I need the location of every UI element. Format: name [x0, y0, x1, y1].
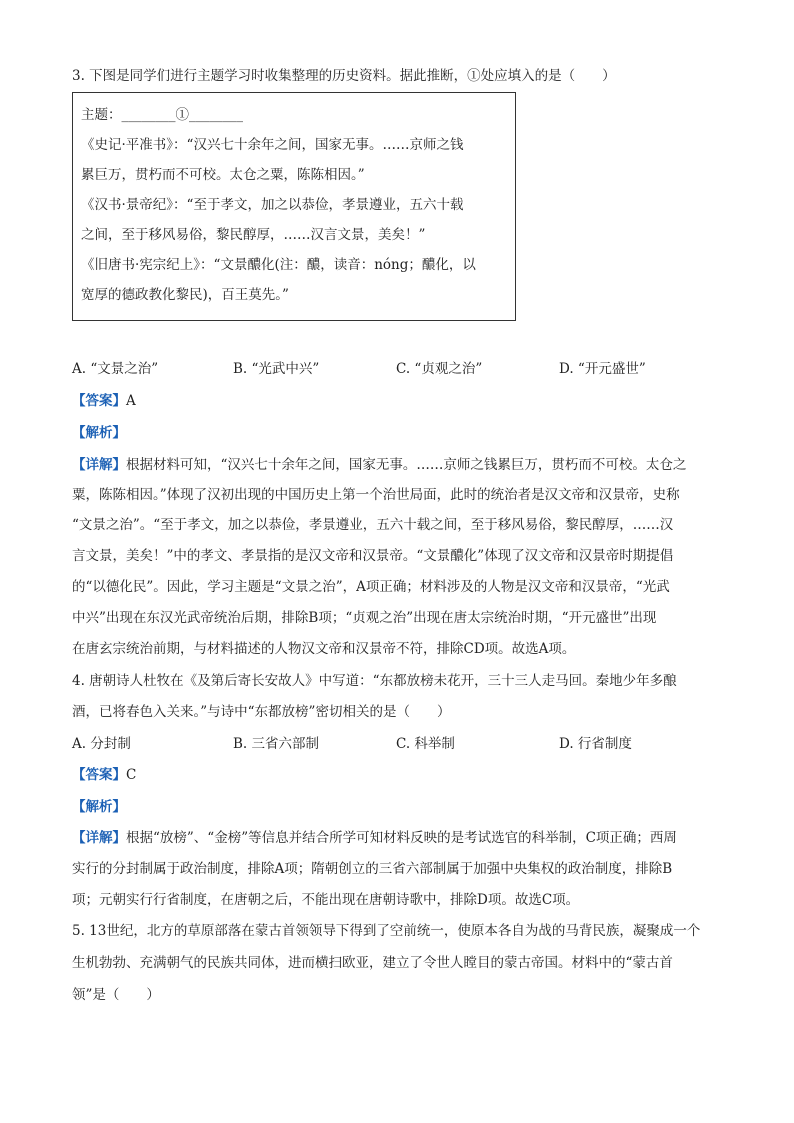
- q3-box-line: 《旧唐书·宪宗纪上》：“文景醲化(注：醲，读音：nóng；醲化，以: [81, 257, 476, 273]
- q3-stem: 3. 下图是同学们进行主题学习时收集整理的历史资料。据此推断，①处应填入的是（ ）: [72, 68, 616, 84]
- q3-box-line: 主题：________①________: [81, 107, 243, 123]
- q4-stem-line: 4. 唐朝诗人杜牧在《及第后寄长安故人》中写道：“东都放榜未花开，三十三人走马回。秦地少年多酿: [72, 673, 677, 689]
- q4-detail-line: 项；元朝实行行省制度，在唐朝之后，不能出现在唐朝诗歌中，排除D项。故选C项。: [72, 892, 580, 908]
- q5-stem-line: 5. 13世纪，北方的草原部落在蒙古首领领导下得到了空前统一，使原本各自为战的马背民族，凝聚成一个: [72, 923, 701, 939]
- answer-value: A: [126, 393, 136, 409]
- detail-tag: 【详解】: [72, 830, 126, 846]
- q3-box-line: 之间，至于移风易俗，黎民醇厚，……汉言文景，美矣！”: [81, 227, 426, 243]
- q3-option-b: B. “光武中兴”: [233, 361, 320, 377]
- q4-detail-line: 【详解】根据“放榜”、“金榜”等信息并结合所学可知材料反映的是考试选官的科举制，C项正确；西周: [72, 830, 677, 846]
- detail-tag: 【详解】: [72, 457, 126, 473]
- q3-box-line: 累巨万，贯朽而不可校。太仓之粟，陈陈相因。”: [81, 167, 365, 183]
- q3-material-box: [72, 92, 516, 321]
- q3-box-line: 《汉书·景帝纪》：“至于孝文，加之以恭俭，孝景遵业，五六十载: [81, 197, 464, 213]
- q3-detail-line: 言文景，美矣！”中的孝文、孝景指的是汉文帝和汉景帝。“文景醲化”体现了汉文帝和汉景帝时期提倡: [72, 548, 674, 564]
- q4-stem-line: 酒，已将春色入关来。”与诗中“东都放榜”密切相关的是（ ）: [72, 704, 451, 720]
- q4-option-a: A. 分封制: [72, 736, 131, 752]
- q3-box-line: 宽厚的德政教化黎民)，百王莫先。”: [81, 287, 289, 303]
- q3-option-d: D. “开元盛世”: [559, 361, 646, 377]
- q4-option-b: B. 三省六部制: [233, 736, 320, 752]
- q5-stem-line: 领”是（ ）: [72, 987, 160, 1003]
- q3-detail-line: “文景之治”。“至于孝文，加之以恭俭，孝景遵业，五六十载之间，至于移风易俗，黎民醇厚，……汉: [72, 517, 674, 533]
- q3-analysis-tag: 【解析】: [72, 425, 126, 441]
- answer-value: C: [126, 767, 137, 783]
- q4-option-c: C. 科举制: [396, 736, 455, 752]
- q3-detail-line: 的“以德化民”。因此，学习主题是“文景之治”，A项正确；材料涉及的人物是汉文帝和汉景帝，“光武: [72, 579, 670, 595]
- q3-detail-line: 粟，陈陈相因。”体现了汉初出现的中国历史上第一个治世局面，此时的统治者是汉文帝和汉景帝，史称: [72, 487, 680, 503]
- q4-detail-line: 实行的分封制属于政治制度，排除A项；隋朝创立的三省六部制属于加强中央集权的政治制度，排除B: [72, 861, 673, 877]
- q3-detail-line: 在唐玄宗统治前期，与材料描述的人物汉文帝和汉景帝不符，排除CD项。故选A项。: [72, 641, 576, 657]
- answer-tag: 【答案】: [72, 393, 126, 409]
- q3-detail-line: 中兴”出现在东汉光武帝统治后期，排除B项；“贞观之治”出现在唐太宗统治时期，“开元盛世”出现: [72, 610, 657, 626]
- answer-tag: 【答案】: [72, 767, 126, 783]
- q3-detail-line: 【详解】根据材料可知，“汉兴七十余年之间，国家无事。……京师之钱累巨万，贯朽而不可校。太仓之: [72, 457, 687, 473]
- q4-analysis-tag: 【解析】: [72, 799, 126, 815]
- q3-option-c: C. “贞观之治”: [396, 361, 483, 377]
- q4-option-d: D. 行省制度: [559, 736, 632, 752]
- q4-answer: [72, 765, 136, 785]
- q3-answer: [72, 391, 136, 411]
- q5-stem-line: 生机勃勃、充满朝气的民族共同体，进而横扫欧亚，建立了令世人瞠目的蒙古帝国。材料中的“蒙古首: [72, 955, 673, 971]
- q3-option-a: A. “文景之治”: [72, 361, 159, 377]
- q3-box-line: 《史记·平准书》：“汉兴七十余年之间，国家无事。……京师之钱: [81, 137, 464, 153]
